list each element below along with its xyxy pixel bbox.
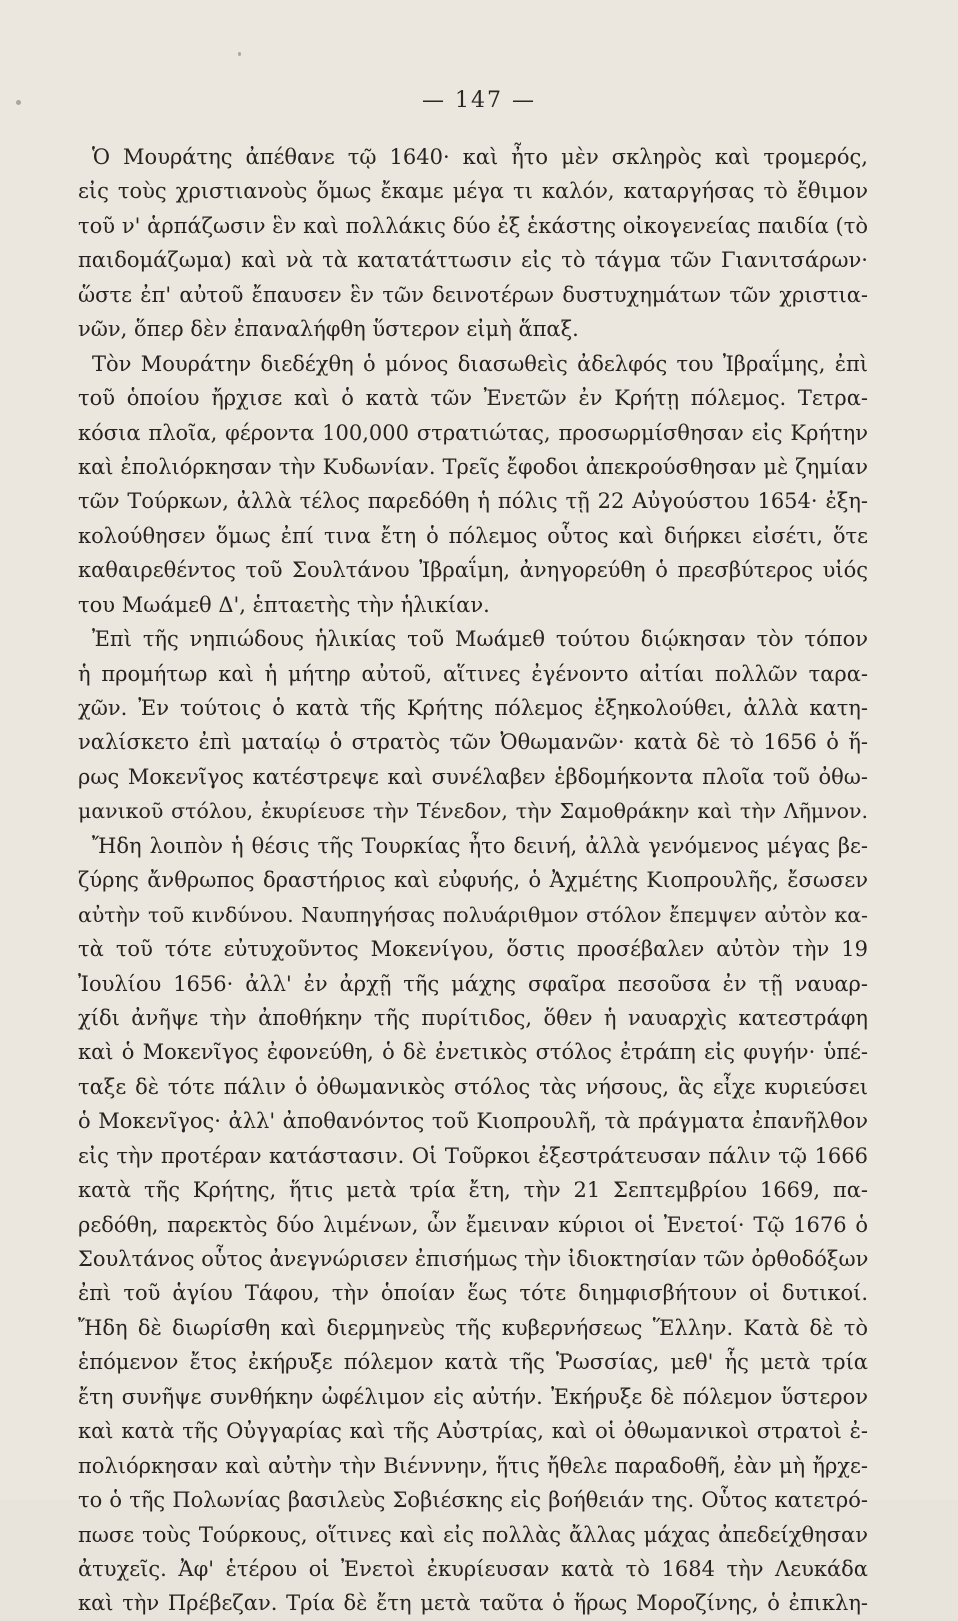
text-line: καὶ τὴν Πρέβεζαν. Τρία δὲ ἔτη μετὰ ταῦτα ὁ ἥρως Μοροζίνης, ὁ ἐπικλη- xyxy=(78,1591,868,1616)
text-line: χῶν. Ἐν τούτοις ὁ κατὰ τῆς Κρήτης πόλεμος ἐξηκολούθει, ἀλλὰ κατη- xyxy=(78,696,868,720)
text-line: ἀτυχεῖς. Ἀφ' ἑτέρου οἱ Ἐνετοὶ ἐκυρίευσαν κατὰ τὸ 1684 τὴν Λευκάδα xyxy=(78,1556,868,1581)
text-line: εἰς τὴν προτέραν κατάστασιν. Οἱ Τοῦρκοι ἐξεστράτευσαν πάλιν τῷ 1666 xyxy=(78,1143,868,1168)
text-line: καὶ ὁ Μοκενῖγος ἐφονεύθη, ὁ δὲ ἐνετικὸς στόλος ἐτράπη εἰς φυγήν· ὑπέ- xyxy=(78,1040,868,1065)
text-line: πολιόρκησαν καὶ αὐτὴν τὴν Βιένννην, ἥτις ἤθελε παραδοθῆ, ἐὰν μὴ ἤρχε- xyxy=(78,1453,868,1478)
text-line: ὁ Μοκενῖγος· ἀλλ' ἀποθανόντος τοῦ Κιοπρουλῆ, τὰ πράγματα ἐπανῆλθον xyxy=(78,1109,868,1134)
text-line: τοῦ ν' ἁρπάζωσιν ἓν καὶ πολλάκις δύο ἐξ ἑκάστης οἰκογενείας παιδία (τὸ xyxy=(78,213,868,238)
print-speck xyxy=(238,52,241,56)
body-text xyxy=(78,140,868,1621)
text-line: ρως Μοκενῖγος κατέστρεψε καὶ συνέλαβεν ἑβδομήκοντα πλοῖα τοῦ ὀθω- xyxy=(78,764,868,789)
text-line: καὶ κατὰ τῆς Οὐγγαρίας καὶ τῆς Αὐστρίας, καὶ οἱ ὀθωμανικοὶ στρατοὶ ἐ- xyxy=(78,1419,868,1444)
text-line: καὶ ἐπολιόρκησαν τὴν Κυδωνίαν. Τρεῖς ἔφοδοι ἀπεκρούσθησαν μὲ ζημίαν xyxy=(78,454,868,479)
text-line: Ἰουλίου 1656· ἀλλ' ἐν ἀρχῇ τῆς μάχης σφαῖρα πεσοῦσα ἐν τῇ ναυαρ- xyxy=(78,971,868,996)
text-line: πωσε τοὺς Τούρκους, οἵτινες καὶ εἰς πολλὰς ἄλλας μάχας ἀπεδείχθησαν xyxy=(78,1522,868,1547)
text-line: ἔτη συνῆψε συνθήκην ὠφέλιμον εἰς αὐτήν. Ἐκήρυξε δὲ πόλεμον ὕστερον xyxy=(78,1384,868,1409)
text-line: του Μωάμεθ Δ', ἑπταετὴς τὴν ἡλικίαν. xyxy=(78,592,490,617)
text-line: τοῦ ὁποίου ἤρχισε καὶ ὁ κατὰ τῶν Ἐνετῶν ἐν Κρήτῃ πόλεμος. Τετρα- xyxy=(78,386,868,411)
text-line: Ἤδη δὲ διωρίσθη καὶ διερμηνεὺς τῆς κυβερνήσεως Ἕλλην. Κατὰ δὲ τὸ xyxy=(78,1315,868,1340)
text-line: εἰς τοὺς χριστιανοὺς ὅμως ἔκαμε μέγα τι καλόν, καταργήσας τὸ ἔθιμον xyxy=(78,179,868,204)
text-line: Σουλτάνος οὗτος ἀνεγνώρισεν ἐπισήμως τὴν ἰδιοκτησίαν τῶν ὀρθοδόξων xyxy=(78,1247,869,1271)
page-number: — 147 — xyxy=(422,88,536,113)
text-line: κατὰ τῆς Κρήτης, ἥτις μετὰ τρία ἔτη, τὴν 21 Σεπτεμβρίου 1669, πα- xyxy=(78,1178,868,1203)
text-line: ἐπὶ τοῦ ἁγίου Τάφου, τὴν ὁποίαν ἕως τότε διημφισβήτουν οἱ δυτικοί. xyxy=(78,1281,868,1306)
text-line: νῶν, ὅπερ δὲν ἐπαναλήφθη ὕστερον εἰμὴ ἅπαξ. xyxy=(78,317,579,342)
text-line: τὰ τοῦ τότε εὐτυχοῦντος Μοκενίγου, ὅστις προσέβαλεν αὐτὸν τὴν 19 xyxy=(78,937,868,962)
text-line: ἑπόμενον ἔτος ἐκήρυξε πόλεμον κατὰ τῆς Ῥωσσίας, μεθ' ἧς μετὰ τρία xyxy=(78,1350,868,1375)
text-line: κόσια πλοῖα, φέροντα 100,000 στρατιώτας, προσωρμίσθησαν εἰς Κρήτην xyxy=(78,420,868,445)
text-line: ταξε δὲ τότε πάλιν ὁ ὀθωμανικὸς στόλος τὰς νήσους, ἃς εἶχε κυριεύσει xyxy=(78,1074,868,1099)
text-line: κολούθησεν ὅμως ἐπί τινα ἔτη ὁ πόλεμος οὗτος καὶ διήρκει εἰσέτι, ὅτε xyxy=(78,523,868,548)
text-line: Ὁ Μουράτης ἀπέθανε τῷ 1640· καὶ ἦτο μὲν σκληρὸς καὶ τρομερός, xyxy=(92,145,868,169)
text-line: ναλίσκετο ἐπὶ ματαίῳ ὁ στρατὸς τῶν Ὀθωμανῶν· κατὰ δὲ τὸ 1656 ὁ ἥ- xyxy=(78,730,868,755)
text-line: ζύρης ἄνθρωπος δραστήριος καὶ εὐφυής, ὁ Ἀχμέτης Κιοπρουλῆς, ἔσωσεν xyxy=(78,868,868,893)
text-line: αὐτὴν τοῦ κινδύνου. Ναυπηγήσας πολυάριθμον στόλον ἔπεμψεν αὐτὸν κα- xyxy=(78,902,868,927)
text-line: μανικοῦ στόλου, ἐκυρίευσε τὴν Τένεδον, τὴν Σαμοθράκην καὶ τὴν Λῆμνον. xyxy=(78,799,868,824)
text-line: Ἤδη λοιπὸν ἡ θέσις τῆς Τουρκίας ἦτο δεινή, ἀλλὰ γενόμενος μέγας βε- xyxy=(92,833,868,858)
text-line: τῶν Τούρκων, ἀλλὰ τέλος παρεδόθη ἡ πόλις τῇ 22 Αὐγούστου 1654· ἐξη- xyxy=(78,489,868,514)
text-line: ὥστε ἐπ' αὐτοῦ ἔπαυσεν ἓν τῶν δεινοτέρων δυστυχημάτων τῶν χριστια- xyxy=(78,282,868,307)
text-line: χίδι ἀνῆψε τὴν ἀποθήκην τῆς πυρίτιδος, ὅθεν ἡ ναυαρχὶς κατεστράφη xyxy=(78,1005,868,1030)
text-line: το ὁ τῆς Πολωνίας βασιλεὺς Σοβιέσκης εἰς βοήθειάν της. Οὗτος κατετρό- xyxy=(78,1488,868,1513)
text-line: ἡ προμήτωρ καὶ ἡ μήτηρ αὐτοῦ, αἵτινες ἐγένοντο αἰτίαι πολλῶν ταρα- xyxy=(78,661,868,686)
text-line: παιδομάζωμα) καὶ νὰ τὰ κατατάττωσιν εἰς τὸ τάγμα τῶν Γιανιτσάρων· xyxy=(78,248,868,273)
text-line: Τὸν Μουράτην διεδέχθη ὁ μόνος διασωθεὶς ἀδελφός του Ἰβραΐμης, ἐπὶ xyxy=(92,351,868,376)
text-line: καθαιρεθέντος τοῦ Σουλτάνου Ἰβραΐμη, ἀνηγορεύθη ὁ πρεσβύτερος υἱός xyxy=(78,558,868,583)
text-line: Ἐπὶ τῆς νηπιώδους ἡλικίας τοῦ Μωάμεθ τούτου διῴκησαν τὸν τόπον xyxy=(92,627,868,652)
text-line: ρεδόθη, παρεκτὸς δύο λιμένων, ὧν ἔμειναν κύριοι οἱ Ἐνετοί· Τῷ 1676 ὁ xyxy=(78,1212,868,1237)
